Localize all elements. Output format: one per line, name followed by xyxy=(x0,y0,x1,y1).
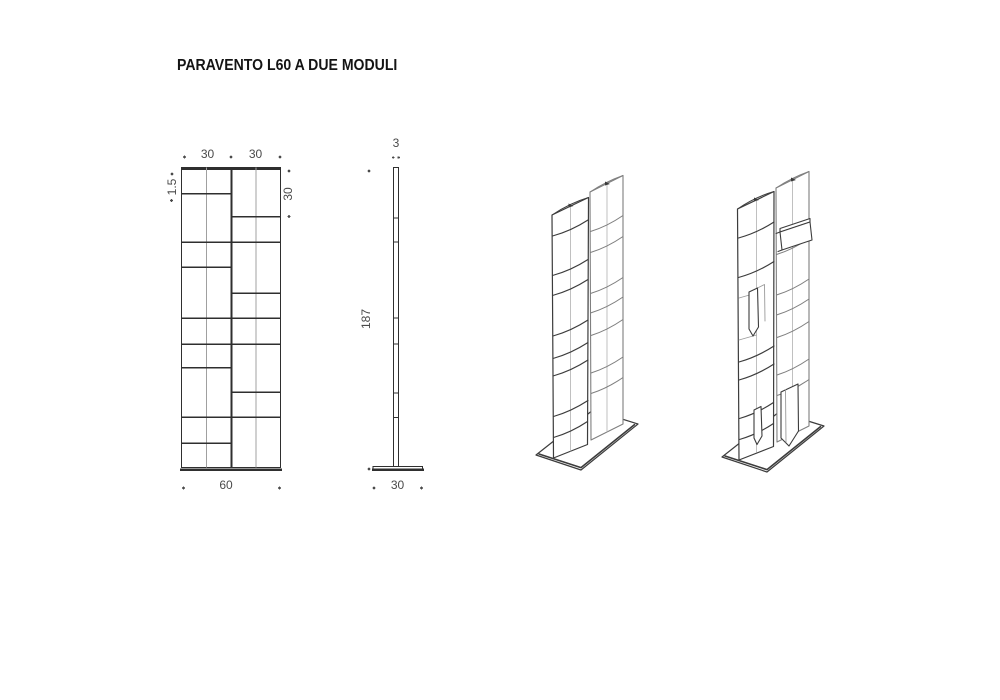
iso-view-open xyxy=(722,172,824,473)
dim-front-module-left: 30 xyxy=(200,147,215,161)
iso-view-closed xyxy=(536,176,638,471)
front-view-dimension-dots xyxy=(170,156,290,490)
dim-front-total-width: 60 xyxy=(219,478,233,492)
dim-side-base-depth: 30 xyxy=(390,478,405,492)
dim-front-module-right: 30 xyxy=(248,147,263,161)
dim-front-top-rail: 1.5 xyxy=(164,178,179,196)
page-title: PARAVENTO L60 A DUE MODULI xyxy=(177,57,398,74)
dim-front-first-row: 30 xyxy=(280,187,295,201)
front-view-drawing xyxy=(170,156,290,490)
dim-side-thickness: 3 xyxy=(392,136,400,150)
dim-side-height: 187 xyxy=(359,308,373,330)
side-view-drawing xyxy=(368,156,425,489)
